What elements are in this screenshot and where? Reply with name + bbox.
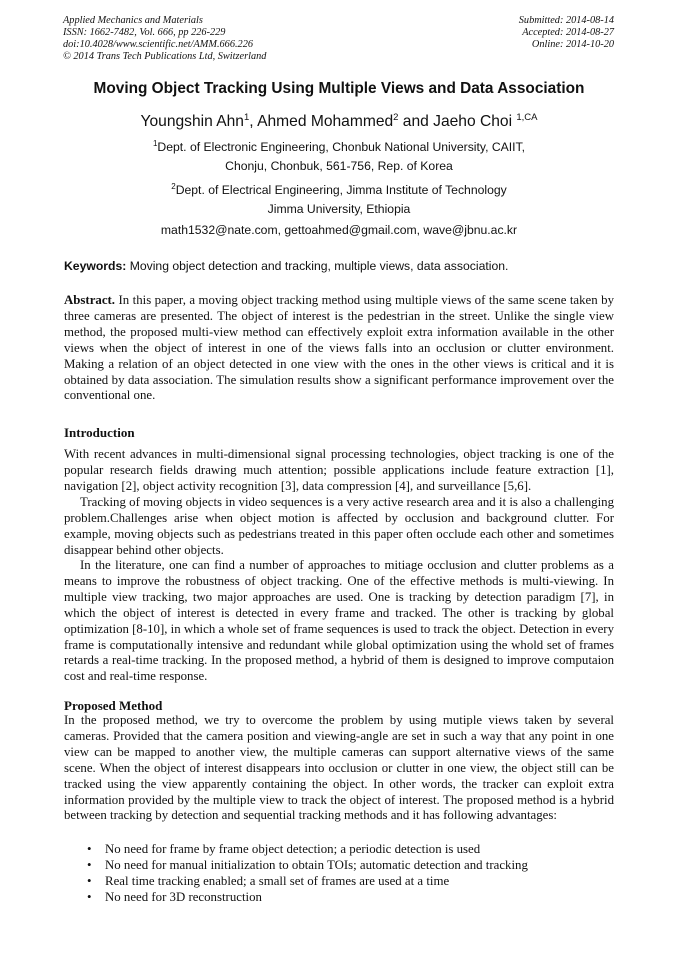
affiliation-2-sup: 2	[171, 182, 176, 191]
list-item: • Real time tracking enabled; a small set of frames are used at a time	[87, 874, 450, 888]
introduction-paragraph-2: Tracking of moving objects in video sequences is a very active research area and it is also a challenging problem.Challenges arise when object motion is affected by occlusion and background clutter. For example, moving objects such as pedestrians treated in this paper often occlude each other and sometimes disappear behind other objects.	[64, 495, 614, 557]
submission-dates	[519, 15, 614, 51]
proposed-method-heading: Proposed Method	[64, 698, 163, 713]
affiliation-1-line-1: $^1$Dept. of Electronic Engineering, Chonbuk National University, CAIIT,	[152, 139, 526, 155]
abstract-label: Abstract.	[64, 293, 116, 307]
abstract-text: In this paper, a moving object tracking method using multiple views of the same scene taken by three cameras are presented. The object of interest is the pedestrian in the street. Unlike the single view method, the proposed multi-view method can effectively exploit extra information available in the other views when the object of interest in one of the views falls into an occlusion or clutter environment. Making a relation of an object detected in one view with the ones in the other views is critical and it is obtained by data association. The simulation results show a significant performance improvement over the conventional one.	[64, 293, 614, 403]
affiliation-2-line-2: Jimma University, Ethiopia	[267, 202, 411, 216]
introduction-paragraph-3: In the literature, one can find a number of approaches to mitiage occlusion and clutter problems as a means to improve the robustness of object tracking. One of the effective methods is multi-viewing. In multiple view tracking, two major approaches are used. One is tracking by detection paradigm [7], in which the object of interest is detected in every frame and tracked. The other is tracking by global optimization [8-10], in which a whole set of frame sequences is used to track the object. Detection in every frame is computationally intensive and redundant while global optimization using the whold set of frames retards a real-time tracking. In the proposed method, a hybrid of them is designed to improve computaion cost and real-time response.	[64, 558, 614, 684]
abstract	[64, 293, 614, 404]
doi-line: doi:10.4028/www.scientific.net/AMM.666.226	[63, 39, 253, 50]
copyright-line: © 2014 Trans Tech Publications Ltd, Switzerland	[63, 51, 267, 62]
affiliation-1-line-2: Chonju, Chonbuk, 561-756, Rep. of Korea	[225, 159, 453, 173]
issn-line: ISSN: 1662-7482, Vol. 666, pp 226-229	[63, 27, 226, 38]
paper-title: Moving Object Tracking Using Multiple Views and Data Association	[93, 80, 585, 97]
proposed-method-paragraph: In the proposed method, we try to overcome the problem by using mutiple views taken by several cameras. Provided that the camera position and viewing-angle are set in such a way that any point in one view can be mapped to another view, the multiple cameras can support alternative views of the same scene. When the object of interest disappears into occlusion or clutter in one view, the object still can be tracked using the view apparently containing the object. In other words, the tracker can exploit extra information provided by the multiple view to track the object of interest. The proposed method is a hybrid between tracking by detection and sequential tracking methods and it has following advantages:	[64, 713, 614, 823]
keywords	[64, 259, 624, 273]
author-3: and Jaeho Choi	[398, 113, 517, 131]
list-item: • No need for manual initialization to obtain TOIs; automatic detection and tracking	[87, 858, 528, 872]
author-2: , Ahmed Mohammed	[249, 113, 394, 131]
keywords-text: Moving object detection and tracking, multiple views, data association.	[126, 259, 509, 273]
introduction-paragraph-1: With recent advances in multi-dimensional signal processing technologies, object tracking is one of the popular research fields drawing much attention; possible applications include feature extraction [1], navigation [2], object activity recognition [3], data compression [4], and surveillance [5,6].	[64, 447, 614, 493]
author-2-sup: 2	[393, 112, 399, 123]
author-1-sup: 1	[243, 112, 250, 123]
journal-info	[63, 15, 266, 63]
list-item: • No need for 3D reconstruction	[87, 890, 262, 904]
affiliation-1-sup: 1	[152, 139, 158, 148]
author-list	[0, 112, 678, 131]
keywords-label: Keywords:	[64, 259, 127, 273]
list-item: • No need for frame by frame object detection; a periodic detection is used	[87, 842, 481, 856]
submitted-date: Submitted: 2014-08-14	[518, 15, 614, 26]
author-3-sup: 1,CA	[516, 112, 538, 123]
online-date: Online: 2014-10-20	[531, 39, 614, 50]
author-emails: math1532@nate.com, gettoahmed@gmail.com, wave@jbnu.ac.kr	[160, 223, 518, 237]
advantages-list	[64, 841, 624, 905]
accepted-date: Accepted: 2014-08-27	[522, 27, 614, 38]
introduction-heading: Introduction	[64, 425, 135, 440]
affiliation-2-line-1: $^2$Dept. of Electrical Engineering, Jimma Institute of Technology	[171, 182, 507, 198]
bullet-icon: •	[87, 890, 92, 904]
bullet-icon: •	[87, 874, 92, 888]
bullet-icon: •	[87, 858, 92, 872]
journal-name: Applied Mechanics and Materials	[63, 15, 203, 26]
bullet-icon: •	[87, 842, 92, 856]
author-1: Youngshin Ahn	[140, 113, 244, 131]
